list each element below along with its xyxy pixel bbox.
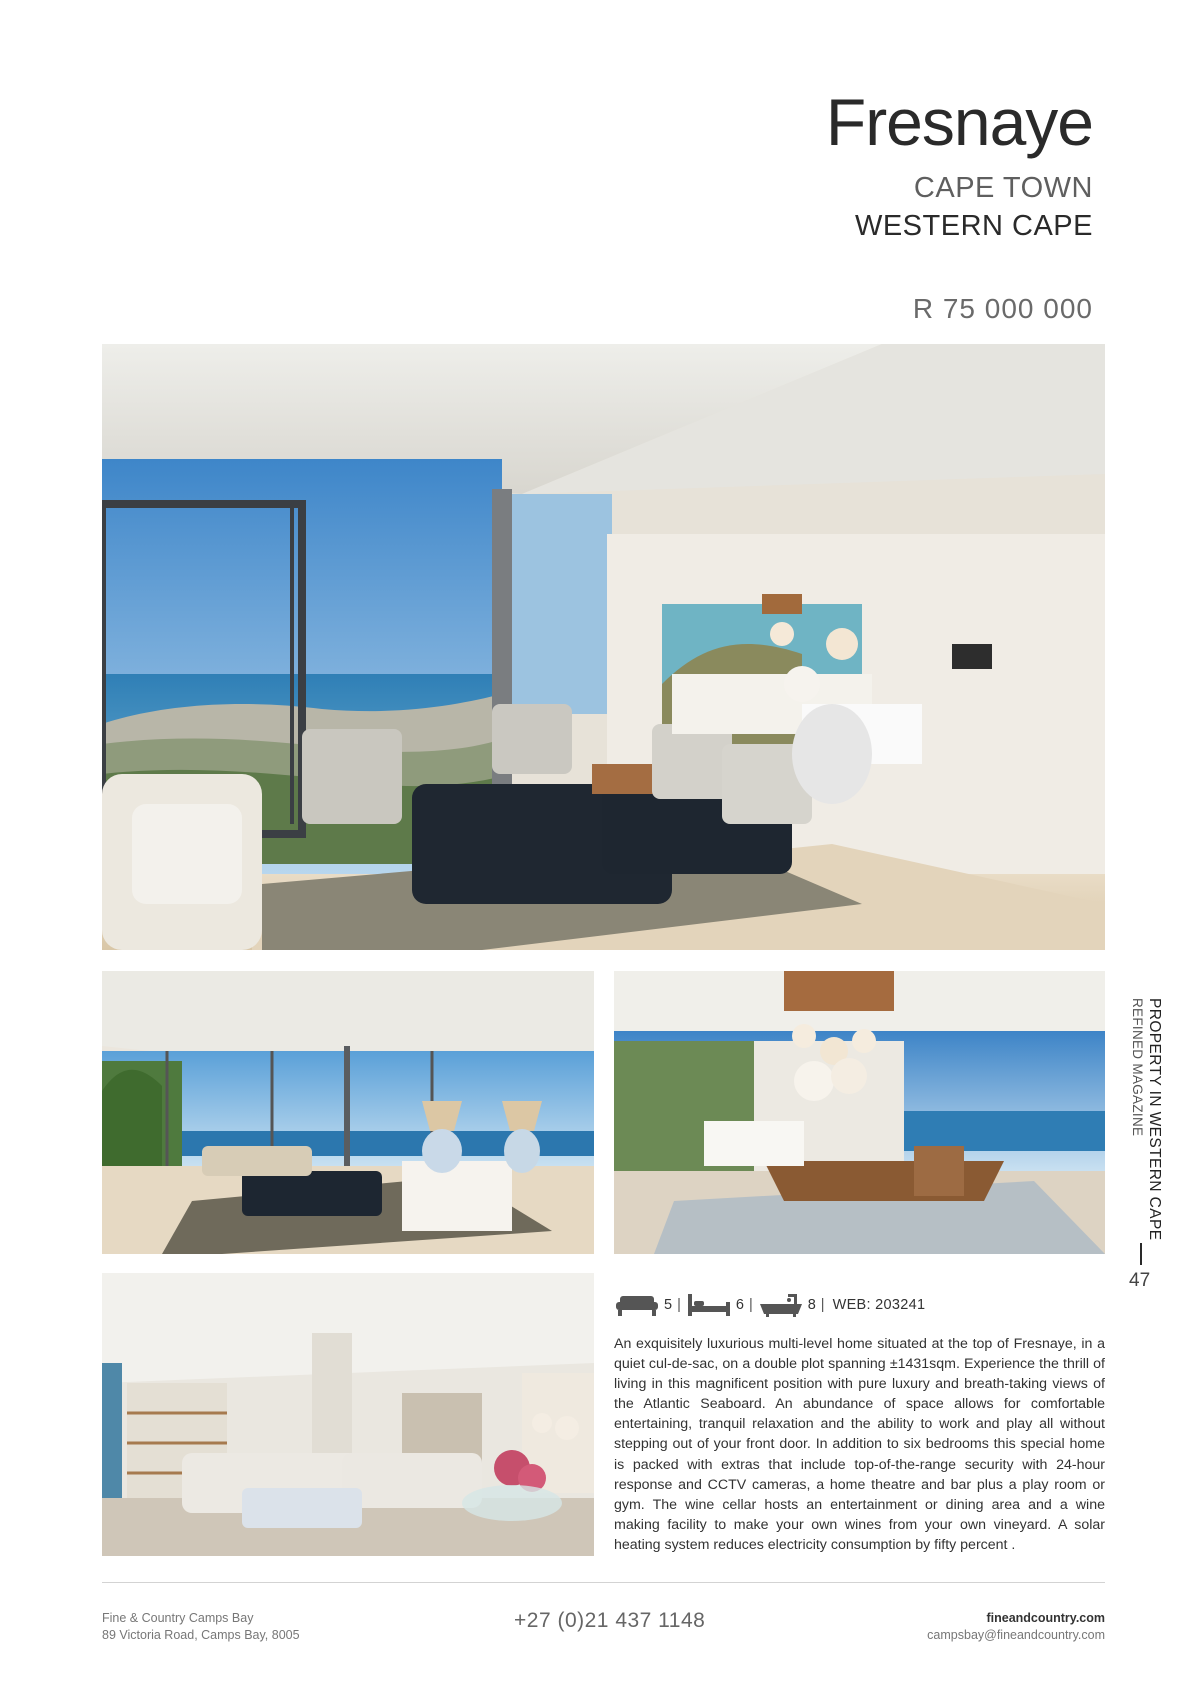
separator: |: [820, 1297, 825, 1313]
office-name: Fine & Country Camps Bay: [102, 1611, 254, 1625]
property-title: Fresnaye: [825, 85, 1093, 159]
lounge-photo: [102, 971, 594, 1254]
web-reference: WEB: 203241: [832, 1297, 926, 1313]
footer-divider: [102, 1582, 1105, 1583]
office-address: 89 Victoria Road, Camps Bay, 8005: [102, 1628, 300, 1642]
contact-links: [927, 1610, 1105, 1644]
bathroom-count: 8: [807, 1297, 816, 1313]
location-province: WESTERN CAPE: [854, 210, 1093, 242]
dining-room-photo: [614, 971, 1105, 1254]
property-description: An exquisitely luxurious multi-level home situated at the top of Fresnaye, in a quiet cul-de-sac, on a double plot spanning ±1431sqm. Experience the thrill of living in this magnificent position with pure luxury and breath-taking views of the Atlantic Seaboard. An abundance of space allows for comfortable entertaining, tranquil relaxation and the ability to work and play all without stepping out of your front door. In addition to six bedrooms this special home is packed with extras that include top-of-the-range security with 24-hour response and CCTV cameras, a home theatre and bar plus a play room or gym. The wine cellar hosts an entertainment or dining area and a wine making facility to make your own wines from your own vineyard. A solar heating system reduces electricity consumption by fifty percent .: [614, 1336, 1105, 1553]
email-link[interactable]: campsbay@fineandcountry.com: [927, 1628, 1105, 1642]
separator: |: [748, 1297, 753, 1313]
section-tab: [1127, 998, 1179, 1268]
property-features: [614, 1290, 925, 1320]
website-link[interactable]: fineandcountry.com: [986, 1611, 1105, 1625]
family-room-photo: [102, 1273, 594, 1556]
page-marker-bar: [1140, 1243, 1142, 1265]
office-phone[interactable]: +27 (0)21 437 1148: [514, 1609, 706, 1632]
office-details: [102, 1610, 300, 1644]
reception-count: 5: [664, 1297, 673, 1313]
location-city: CAPE TOWN: [913, 172, 1093, 204]
bed-icon: [686, 1292, 732, 1318]
magazine-name: REFINED MAGAZINE: [1130, 998, 1145, 1137]
page-number: 47: [1129, 1270, 1151, 1291]
bedroom-count: 6: [735, 1297, 744, 1313]
bath-icon: [758, 1292, 804, 1318]
section-title: PROPERTY IN WESTERN CAPE: [1146, 998, 1163, 1241]
living-room-ocean-view-photo: [102, 344, 1105, 950]
sofa-icon: [614, 1292, 660, 1318]
separator: |: [677, 1297, 681, 1313]
property-price: R 75 000 000: [912, 293, 1093, 324]
